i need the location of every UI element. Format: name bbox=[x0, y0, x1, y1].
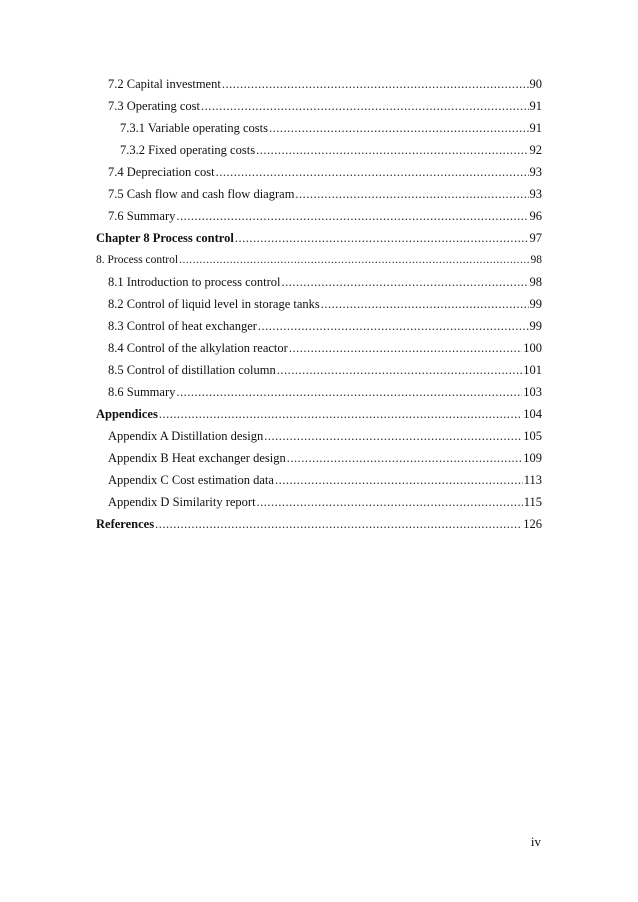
toc-page-number: 98 bbox=[530, 254, 542, 266]
table-of-contents bbox=[96, 73, 542, 535]
toc-page-number: 98 bbox=[529, 275, 542, 289]
toc-page-number: 101 bbox=[523, 363, 542, 377]
toc-entry-7-3[interactable] bbox=[96, 95, 542, 117]
toc-entry-7-6[interactable] bbox=[96, 205, 542, 227]
toc-entry-8-1[interactable] bbox=[96, 271, 542, 293]
toc-entry-appendix-c[interactable] bbox=[96, 469, 542, 491]
dot-leader bbox=[287, 447, 523, 469]
toc-entry-title: 8.6 Summary bbox=[108, 385, 176, 399]
dot-leader bbox=[222, 73, 529, 95]
toc-entry-title: Appendix D Similarity report bbox=[108, 495, 256, 509]
toc-page-number: 105 bbox=[523, 429, 542, 443]
dot-leader bbox=[275, 469, 523, 491]
toc-entry-title: Chapter 8 Process control bbox=[96, 231, 234, 245]
toc-entry-appendix-a[interactable] bbox=[96, 425, 542, 447]
toc-entry-8-2[interactable] bbox=[96, 293, 542, 315]
dot-leader bbox=[201, 95, 529, 117]
toc-entry-title: 7.6 Summary bbox=[108, 209, 176, 223]
toc-entry-title: 7.3.2 Fixed operating costs bbox=[120, 143, 256, 157]
toc-entry-8-5[interactable] bbox=[96, 359, 542, 381]
toc-entry-title: 8.4 Control of the alkylation reactor bbox=[108, 341, 288, 355]
toc-page-number: 93 bbox=[529, 165, 542, 179]
toc-entry-title: 8.5 Control of distillation column bbox=[108, 363, 276, 377]
toc-page-number: 91 bbox=[529, 99, 542, 113]
toc-entry-7-3-1[interactable] bbox=[96, 117, 542, 139]
toc-entry-8-6[interactable] bbox=[96, 381, 542, 403]
dot-leader bbox=[216, 161, 529, 183]
dot-leader bbox=[277, 359, 523, 381]
toc-entry-title: Appendix A Distillation design bbox=[108, 429, 264, 443]
dot-leader bbox=[179, 249, 529, 271]
dot-leader bbox=[295, 183, 528, 205]
toc-entry-title: Appendix C Cost estimation data bbox=[108, 473, 274, 487]
toc-entry-title: 8. Process control bbox=[96, 254, 179, 266]
dot-leader bbox=[159, 403, 522, 425]
toc-page-number: 126 bbox=[523, 517, 542, 531]
dot-leader bbox=[235, 227, 529, 249]
toc-page-number: 97 bbox=[529, 231, 542, 245]
toc-page-number: 99 bbox=[529, 297, 542, 311]
toc-entry-7-3-2[interactable] bbox=[96, 139, 542, 161]
toc-entry-title: 7.5 Cash flow and cash flow diagram bbox=[108, 187, 295, 201]
dot-leader bbox=[155, 513, 522, 535]
dot-leader bbox=[176, 381, 522, 403]
toc-entry-title: 7.3 Operating cost bbox=[108, 99, 200, 113]
toc-entry-appendix-b[interactable] bbox=[96, 447, 542, 469]
toc-page-number: 104 bbox=[523, 407, 542, 421]
toc-entry-appendix-d[interactable] bbox=[96, 491, 542, 513]
toc-entry-7-4[interactable] bbox=[96, 161, 542, 183]
dot-leader bbox=[256, 139, 528, 161]
toc-page-number: 91 bbox=[529, 121, 542, 135]
toc-entry-title: 7.4 Depreciation cost bbox=[108, 165, 215, 179]
dot-leader bbox=[258, 315, 529, 337]
toc-entry-title: References bbox=[96, 517, 155, 531]
toc-page-number: 90 bbox=[529, 77, 542, 91]
toc-page-number: 93 bbox=[529, 187, 542, 201]
dot-leader bbox=[257, 491, 523, 513]
toc-page-number: 99 bbox=[529, 319, 542, 333]
toc-entry-title: Appendix B Heat exchanger design bbox=[108, 451, 286, 465]
toc-page-number: 96 bbox=[529, 209, 542, 223]
toc-entry-8-4[interactable] bbox=[96, 337, 542, 359]
dot-leader bbox=[289, 337, 522, 359]
toc-entry-title: 8.1 Introduction to process control bbox=[108, 275, 281, 289]
toc-entry-title: 7.3.1 Variable operating costs bbox=[120, 121, 268, 135]
toc-entry-appendices[interactable] bbox=[96, 403, 542, 425]
dot-leader bbox=[321, 293, 529, 315]
toc-page-number: 103 bbox=[523, 385, 542, 399]
toc-entry-7-5[interactable] bbox=[96, 183, 542, 205]
toc-entry-references[interactable] bbox=[96, 513, 542, 535]
toc-entry-8-3[interactable] bbox=[96, 315, 542, 337]
toc-page-number: 115 bbox=[523, 495, 542, 509]
toc-page-number: 100 bbox=[523, 341, 542, 355]
dot-leader bbox=[264, 425, 522, 447]
dot-leader bbox=[282, 271, 529, 293]
toc-page-number: 92 bbox=[529, 143, 542, 157]
toc-entry-7-2[interactable] bbox=[96, 73, 542, 95]
dot-leader bbox=[269, 117, 529, 139]
toc-page-number: 109 bbox=[523, 451, 542, 465]
toc-entry-title: 8.2 Control of liquid level in storage tanks bbox=[108, 297, 320, 311]
dot-leader bbox=[176, 205, 528, 227]
toc-entry-8[interactable] bbox=[96, 249, 542, 271]
page-number-footer: iv bbox=[530, 834, 541, 849]
toc-entry-title: 7.2 Capital investment bbox=[108, 77, 221, 91]
toc-page-number: 113 bbox=[523, 473, 542, 487]
toc-entry-chapter-8[interactable] bbox=[96, 227, 542, 249]
toc-entry-title: 8.3 Control of heat exchanger bbox=[108, 319, 257, 333]
toc-entry-title: Appendices bbox=[96, 407, 158, 421]
